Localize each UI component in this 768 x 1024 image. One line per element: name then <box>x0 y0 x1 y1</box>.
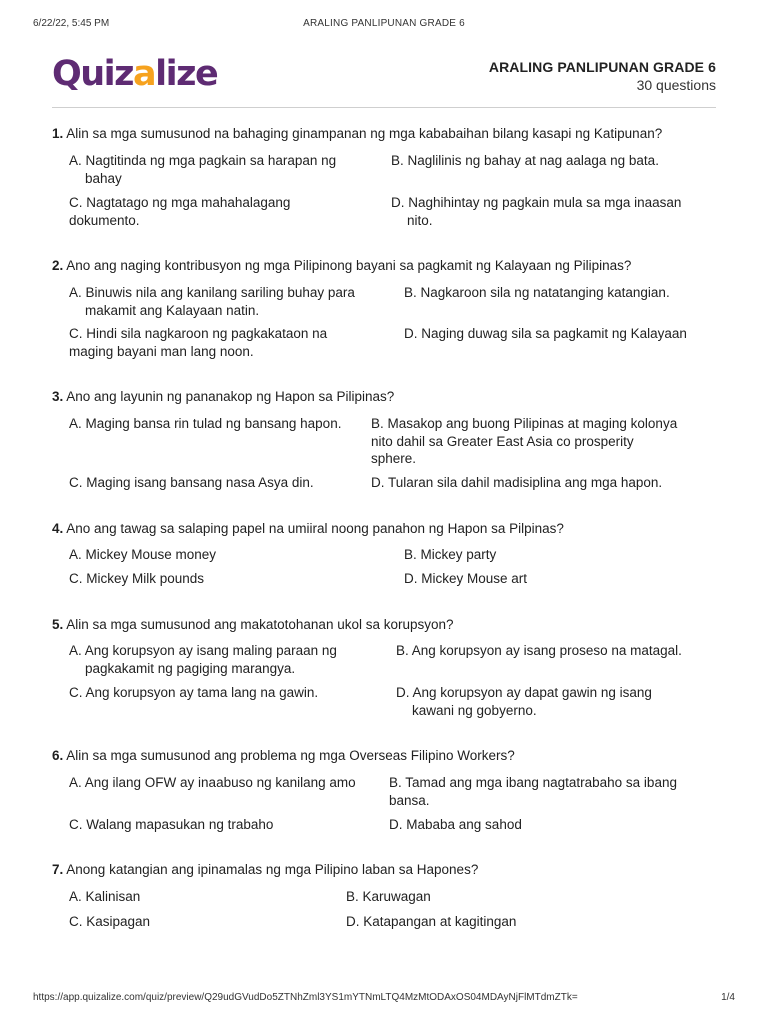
option-a: A. Nagtitinda ng mga pagkain sa harapan ng bahay <box>69 153 337 186</box>
question-text: 4. Ano ang tawag sa salaping papel na umiiral noong panahon ng Hapon sa Pilpinas? <box>52 521 564 536</box>
logo-text-part3: lize <box>155 54 218 94</box>
quizalize-logo <box>52 52 217 96</box>
option-b: B. Naglilinis ng bahay at nag aalaga ng bata. <box>391 153 659 168</box>
option-d: D. Mickey Mouse art <box>404 571 528 586</box>
page-number: 1/4 <box>721 992 735 1003</box>
header-divider <box>52 107 716 108</box>
question-3 <box>52 388 716 405</box>
option-c: C. Walang mapasukan ng trabaho <box>69 817 274 832</box>
option-b: B. Masakop ang buong Pilipinas at maging kolonya nito dahil sa Greater East Asia co prosperity sphere. <box>371 416 678 466</box>
option-d: D. Naging duwag sila sa pagkamit ng Kalayaan <box>404 326 687 341</box>
option-d: D. Ang korupsyon ay dapat gawin ng isang kawani ng gobyerno. <box>396 685 652 718</box>
option-b: B. Mickey party <box>404 547 497 562</box>
option-a: A. Maging bansa rin tulad ng bansang hapon. <box>69 416 342 431</box>
quiz-title: ARALING PANLIPUNAN GRADE 6 <box>488 59 716 75</box>
option-b: B. Nagkaroon sila ng natatanging katangian. <box>404 285 670 300</box>
quiz-meta <box>489 59 716 93</box>
option-b: B. Karuwagan <box>346 889 431 904</box>
pdf-print-header <box>0 0 768 40</box>
option-a: A. Kalinisan <box>69 889 141 904</box>
option-d: D. Naghihintay ng pagkain mula sa mga inaasan nito. <box>391 195 682 228</box>
print-url: https://app.quizalize.com/quiz/preview/Q29udGVudDo5ZTNhZml3YS1mYTNmLTQ4MzMtODAxOS04MDAyNjFlMTdmZTk= <box>33 992 578 1003</box>
option-d: D. Mababa ang sahod <box>389 817 522 832</box>
option-c: C. Maging isang bansang nasa Asya din. <box>69 475 314 490</box>
question-7 <box>52 861 716 878</box>
print-date: 6/22/22, 5:45 PM <box>33 18 110 29</box>
option-c: C. Hindi sila nagkaroon ng pagkakataon na maging bayani man lang noon. <box>69 326 328 359</box>
question-6 <box>52 747 716 764</box>
question-text: 2. Ano ang naging kontribusyon ng mga Pilipinong bayani sa pagkamit ng Kalayaan ng Pilipinas? <box>52 258 632 273</box>
option-d: D. Tularan sila dahil madisiplina ang mga hapon. <box>371 475 663 490</box>
option-c: C. Mickey Milk pounds <box>69 571 205 586</box>
option-c: C. Nagtatago ng mga mahahalagang dokumento. <box>69 195 291 228</box>
question-4 <box>52 520 716 537</box>
question-5 <box>52 616 716 633</box>
question-text: 5. Alin sa mga sumusunod ang makatotohanan ukol sa korupsyon? <box>52 617 454 632</box>
question-text: 6. Alin sa mga sumusunod ang problema ng mga Overseas Filipino Workers? <box>52 748 515 763</box>
option-a: A. Ang korupsyon ay isang maling paraan ng pagkakamit ng pagiging marangya. <box>69 643 337 676</box>
option-c: C. Ang korupsyon ay tama lang na gawin. <box>69 685 319 700</box>
option-a: A. Mickey Mouse money <box>69 547 217 562</box>
logo-text-part1: Quiz <box>52 54 134 94</box>
option-a: A. Binuwis nila ang kanilang sariling buhay para makamit ang Kalayaan natin. <box>69 285 355 318</box>
question-1 <box>52 125 716 142</box>
print-title: ARALING PANLIPUNAN GRADE 6 <box>303 18 465 29</box>
question-count: 30 questions <box>636 77 716 93</box>
option-c: C. Kasipagan <box>69 914 151 929</box>
logo-text-accent: a <box>133 54 156 94</box>
question-text: 7. Anong katangian ang ipinamalas ng mga Pilipino laban sa Hapones? <box>52 862 479 877</box>
question-text: 1. Alin sa mga sumusunod na bahaging ginampanan ng mga kababaihan bilang kasapi ng Katipunan? <box>52 126 663 141</box>
question-2 <box>52 257 716 274</box>
option-d: D. Katapangan at kagitingan <box>346 914 517 929</box>
option-b: B. Ang korupsyon ay isang proseso na matagal. <box>396 643 682 658</box>
option-a: A. Ang ilang OFW ay inaabuso ng kanilang amo <box>69 775 356 790</box>
option-b: B. Tamad ang mga ibang nagtatrabaho sa ibang bansa. <box>389 775 677 808</box>
question-text: 3. Ano ang layunin ng pananakop ng Hapon sa Pilipinas? <box>52 389 395 404</box>
